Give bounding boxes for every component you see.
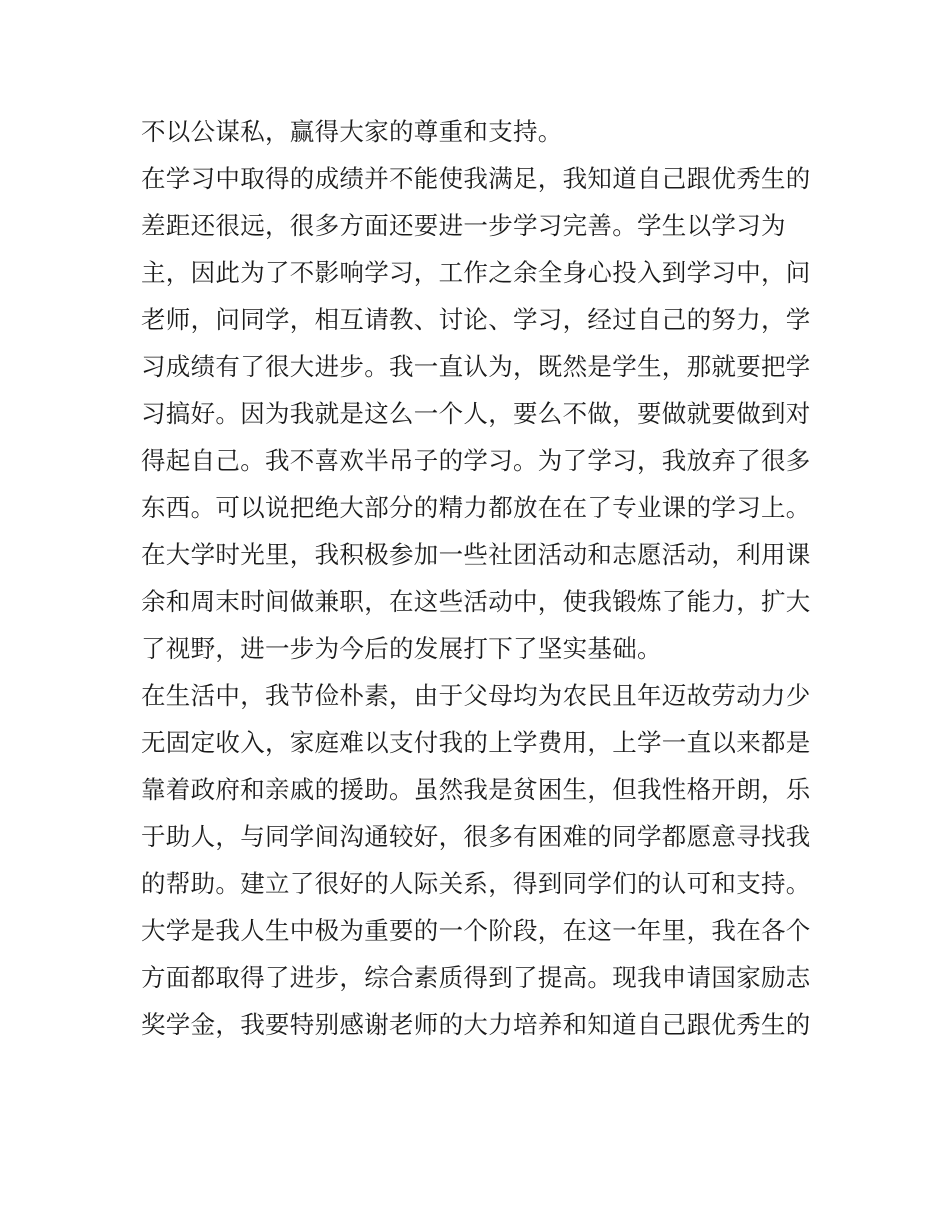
text-line: 差距还很远，很多方面还要进一步学习完善。学生以学习为 [141, 211, 786, 240]
text-line: 了视野，进一步为今后的发展打下了坚实基础。 [141, 634, 662, 663]
text-line: 大学是我人生中极为重要的一个阶段，在这一年里，我在各个 [141, 916, 811, 945]
text-line: 无固定收入，家庭难以支付我的上学费用，上学一直以来都是 [141, 728, 811, 757]
text-line: 东西。可以说把绝大部分的精力都放在在了专业课的学习上。 [141, 493, 811, 522]
text-line: 在大学时光里，我积极参加一些社团活动和志愿活动，利用课 [141, 540, 811, 569]
text-line: 习搞好。因为我就是这么一个人，要么不做，要做就要做到对 [141, 399, 811, 428]
text-line: 靠着政府和亲戚的援助。虽然我是贫困生，但我性格开朗，乐 [141, 775, 811, 804]
text-line: 方面都取得了进步，综合素质得到了提高。现我申请国家励志 [141, 963, 811, 992]
document-body [141, 108, 821, 1048]
text-line: 于助人，与同学间沟通较好，很多有困难的同学都愿意寻找我 [141, 822, 811, 851]
text-line: 余和周末时间做兼职，在这些活动中，使我锻炼了能力，扩大 [141, 587, 811, 616]
text-line: 老师，问同学，相互请教、讨论、学习，经过自己的努力，学 [141, 305, 811, 334]
text-line: 在生活中，我节俭朴素，由于父母均为农民且年迈故劳动力少 [141, 681, 811, 710]
text-line: 不以公谋私，赢得大家的尊重和支持。 [141, 117, 563, 146]
text-line: 习成绩有了很大进步。我一直认为，既然是学生，那就要把学 [141, 352, 811, 381]
text-line: 的帮助。建立了很好的人际关系，得到同学们的认可和支持。 [141, 869, 811, 898]
text-line: 得起自己。我不喜欢半吊子的学习。为了学习，我放弃了很多 [141, 446, 811, 475]
text-line: 在学习中取得的成绩并不能使我满足，我知道自己跟优秀生的 [141, 164, 811, 193]
text-line: 主，因此为了不影响学习，工作之余全身心投入到学习中，问 [141, 258, 811, 287]
text-line: 奖学金，我要特别感谢老师的大力培养和知道自己跟优秀生的 [141, 1010, 811, 1039]
